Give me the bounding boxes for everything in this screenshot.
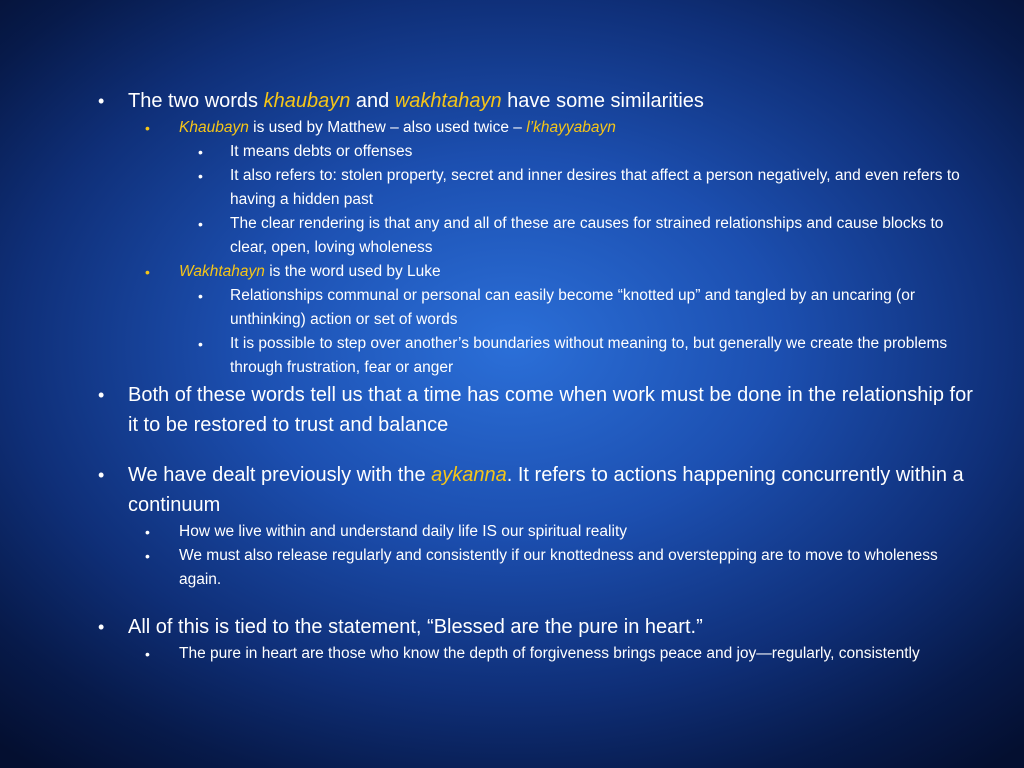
bullet-dot: •	[198, 144, 203, 160]
bullet-dot: •	[198, 216, 203, 232]
bullet-dot: •	[145, 646, 150, 662]
term-khaubayn: Khaubayn	[179, 119, 249, 136]
bullet-text: It also refers to: stolen property, secret and inner desires that affect a person negatively, and even refers to having a hidden past	[230, 167, 960, 208]
bullet-daily-life	[98, 520, 984, 544]
bullet-dot: •	[198, 168, 203, 184]
bullet-dot: •	[98, 385, 105, 405]
bullet-text: The two words	[128, 90, 264, 112]
bullet-dot: •	[145, 264, 150, 280]
bullet-text: . It refers to actions happening concurrently within a continuum	[128, 464, 964, 516]
term-aykanna: aykanna	[431, 464, 507, 486]
bullet-dot: •	[145, 120, 150, 136]
bullet-text: The pure in heart are those who know the depth of forgiveness brings peace and joy—regularly, consistently	[179, 645, 920, 662]
bullet-text: Relationships communal or personal can easily become “knotted up” and tangled by an uncaring (or unthinking) action or set of words	[230, 287, 915, 328]
bullet-text: have some similarities	[501, 90, 704, 112]
bullet-relationships	[98, 284, 984, 332]
bullet-text: All of this is tied to the statement, “Blessed are the pure in heart.”	[128, 616, 703, 638]
bullet-stolen-property	[98, 164, 984, 212]
bullet-text: We must also release regularly and consistently if our knottedness and overstepping are to move to wholeness again.	[179, 547, 938, 588]
bullet-text: The clear rendering is that any and all of these are causes for strained relationships and cause blocks to clear, open, loving wholeness	[230, 215, 944, 256]
term-khaubayn: khaubayn	[263, 90, 351, 112]
bullet-pure-in-heart	[98, 612, 984, 642]
bullet-dot: •	[145, 524, 150, 540]
bullet-dot: •	[98, 91, 105, 111]
bullet-forgiveness	[98, 642, 984, 666]
bullet-text: and	[350, 90, 395, 112]
bullet-clear-rendering	[98, 212, 984, 260]
bullet-dot: •	[198, 336, 203, 352]
bullet-both-words	[98, 380, 984, 440]
bullet-release	[98, 544, 984, 592]
bullet-wakhtahayn	[98, 260, 984, 284]
bullet-dot: •	[98, 617, 105, 637]
bullet-boundaries	[98, 332, 984, 380]
bullet-dot: •	[198, 288, 203, 304]
bullet-two-words	[98, 86, 984, 116]
spacer	[98, 440, 984, 460]
bullet-debts	[98, 140, 984, 164]
term-wakhtahayn: Wakhtahayn	[179, 263, 265, 280]
bullet-text: Both of these words tell us that a time has come when work must be done in the relationship for it to be restored to trust and balance	[128, 384, 973, 436]
bullet-dot: •	[98, 465, 105, 485]
bullet-text: How we live within and understand daily life IS our spiritual reality	[179, 523, 627, 540]
spacer	[98, 592, 984, 612]
bullet-khaubayn	[98, 116, 984, 140]
bullet-dot: •	[145, 548, 150, 564]
bullet-aykanna	[98, 460, 984, 520]
bullet-text: is used by Matthew – also used twice –	[248, 119, 527, 136]
term-wakhtahayn: wakhtahayn	[394, 90, 502, 112]
bullet-text: is the word used by Luke	[264, 263, 441, 280]
bullet-text: It is possible to step over another’s boundaries without meaning to, but generally we create the problems through frustration, fear or anger	[230, 335, 948, 376]
term-lkhayyabayn: l’khayyabayn	[526, 119, 616, 136]
bullet-text: We have dealt previously with the	[128, 464, 432, 486]
bullet-text: It means debts or offenses	[230, 143, 413, 160]
